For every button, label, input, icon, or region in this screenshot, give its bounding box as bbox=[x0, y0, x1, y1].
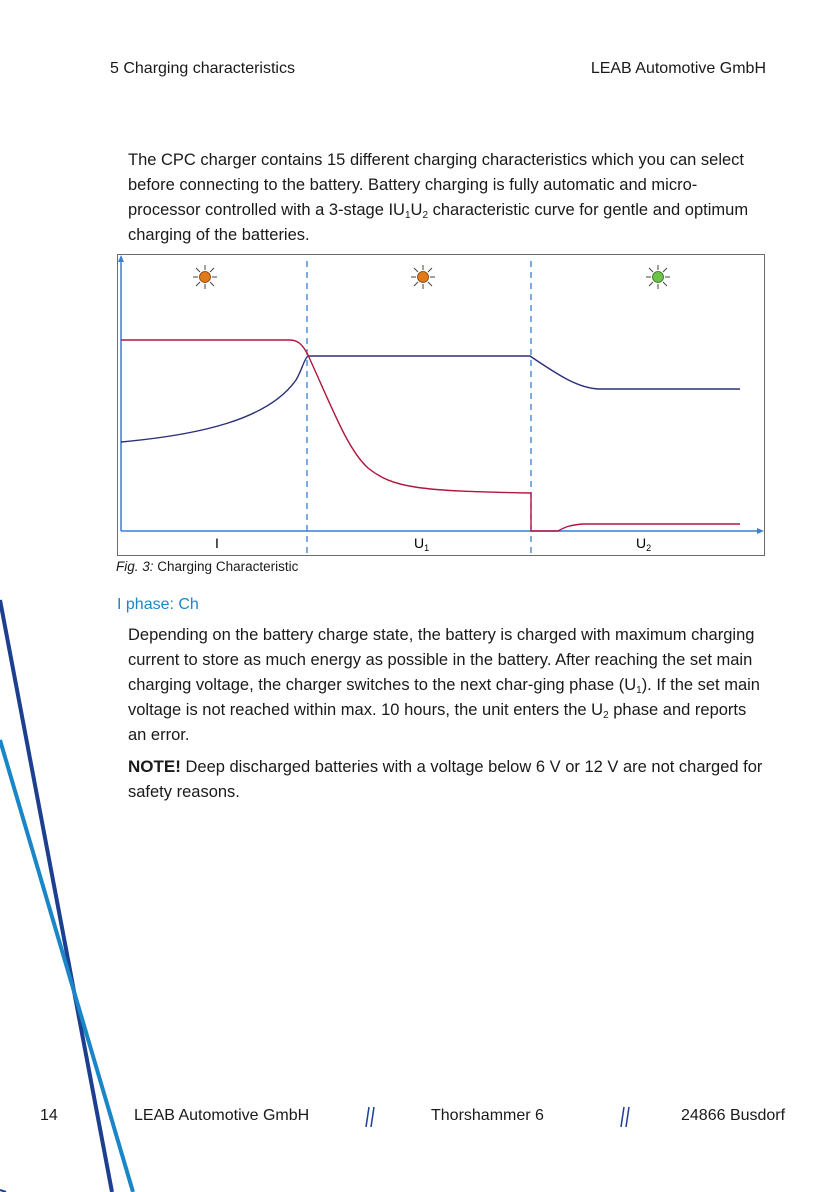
section-title: I phase: Ch bbox=[117, 596, 199, 613]
footer-company: LEAB Automotive GmbH bbox=[134, 1107, 310, 1124]
indicator-i-icon bbox=[193, 265, 217, 289]
body-text-3: phase and reports an error. bbox=[128, 701, 747, 744]
page-number: 14 bbox=[40, 1107, 58, 1124]
charging-curve-svg bbox=[118, 255, 764, 555]
header-section-title: 5 Charging characteristics bbox=[110, 60, 295, 77]
footer-separator-2-icon bbox=[617, 1105, 631, 1129]
phase-label-u1: $U_1$ bbox=[414, 535, 430, 553]
body-sub-2: 2 bbox=[603, 710, 609, 721]
caption-prefix: Fig. 3: bbox=[116, 559, 154, 574]
figure-caption bbox=[116, 559, 298, 574]
voltage-curve bbox=[121, 356, 740, 442]
footer-city: 24866 Busdorf bbox=[681, 1107, 786, 1124]
body-text-2: ). If the set main voltage is not reached within max. 10 hours, the unit enters the U bbox=[128, 676, 760, 719]
body-sub-1: 1 bbox=[636, 685, 642, 696]
intro-text-2: U bbox=[410, 201, 423, 219]
y-axis-arrow bbox=[118, 255, 124, 262]
phase-label-i: I bbox=[215, 535, 219, 551]
footer-separator-1-icon bbox=[362, 1105, 376, 1129]
intro-sub-1: 1 bbox=[404, 210, 411, 221]
intro-text-1: The CPC charger contains 15 different charging characteristics which you can select before connecting to the battery. Battery charging is fully automatic and micro-processor controlled with a 3-stage IU bbox=[128, 151, 745, 219]
charging-characteristic-figure bbox=[117, 254, 765, 556]
intro-sub-2: 2 bbox=[422, 210, 429, 221]
caption-text: Charging Characteristic bbox=[157, 559, 299, 574]
phase-label-u2: $U_2$ bbox=[636, 535, 652, 553]
note-text: Deep discharged batteries with a voltage below 6 V or 12 V are not charged for safety reasons. bbox=[128, 758, 763, 801]
header-company: LEAB Automotive GmbH bbox=[590, 60, 766, 77]
footer-street: Thorshammer 6 bbox=[431, 1107, 544, 1124]
indicator-u2-icon bbox=[646, 265, 670, 289]
current-curve bbox=[121, 340, 740, 531]
note-label: NOTE! bbox=[128, 757, 181, 776]
intro-paragraph bbox=[128, 148, 768, 248]
indicator-u1-icon bbox=[411, 265, 435, 289]
body-text-1: Depending on the battery charge state, the battery is charged with maximum charging current to store as much energy as possible in the battery. After reaching the set main charging voltage, the charger switches to the next char-ging phase (U bbox=[128, 626, 755, 694]
note-paragraph bbox=[128, 754, 768, 805]
intro-text-3: characteristic curve for gentle and optimum charging of the batteries. bbox=[128, 201, 749, 244]
body-paragraph bbox=[128, 623, 768, 748]
x-axis-arrow bbox=[757, 528, 764, 534]
